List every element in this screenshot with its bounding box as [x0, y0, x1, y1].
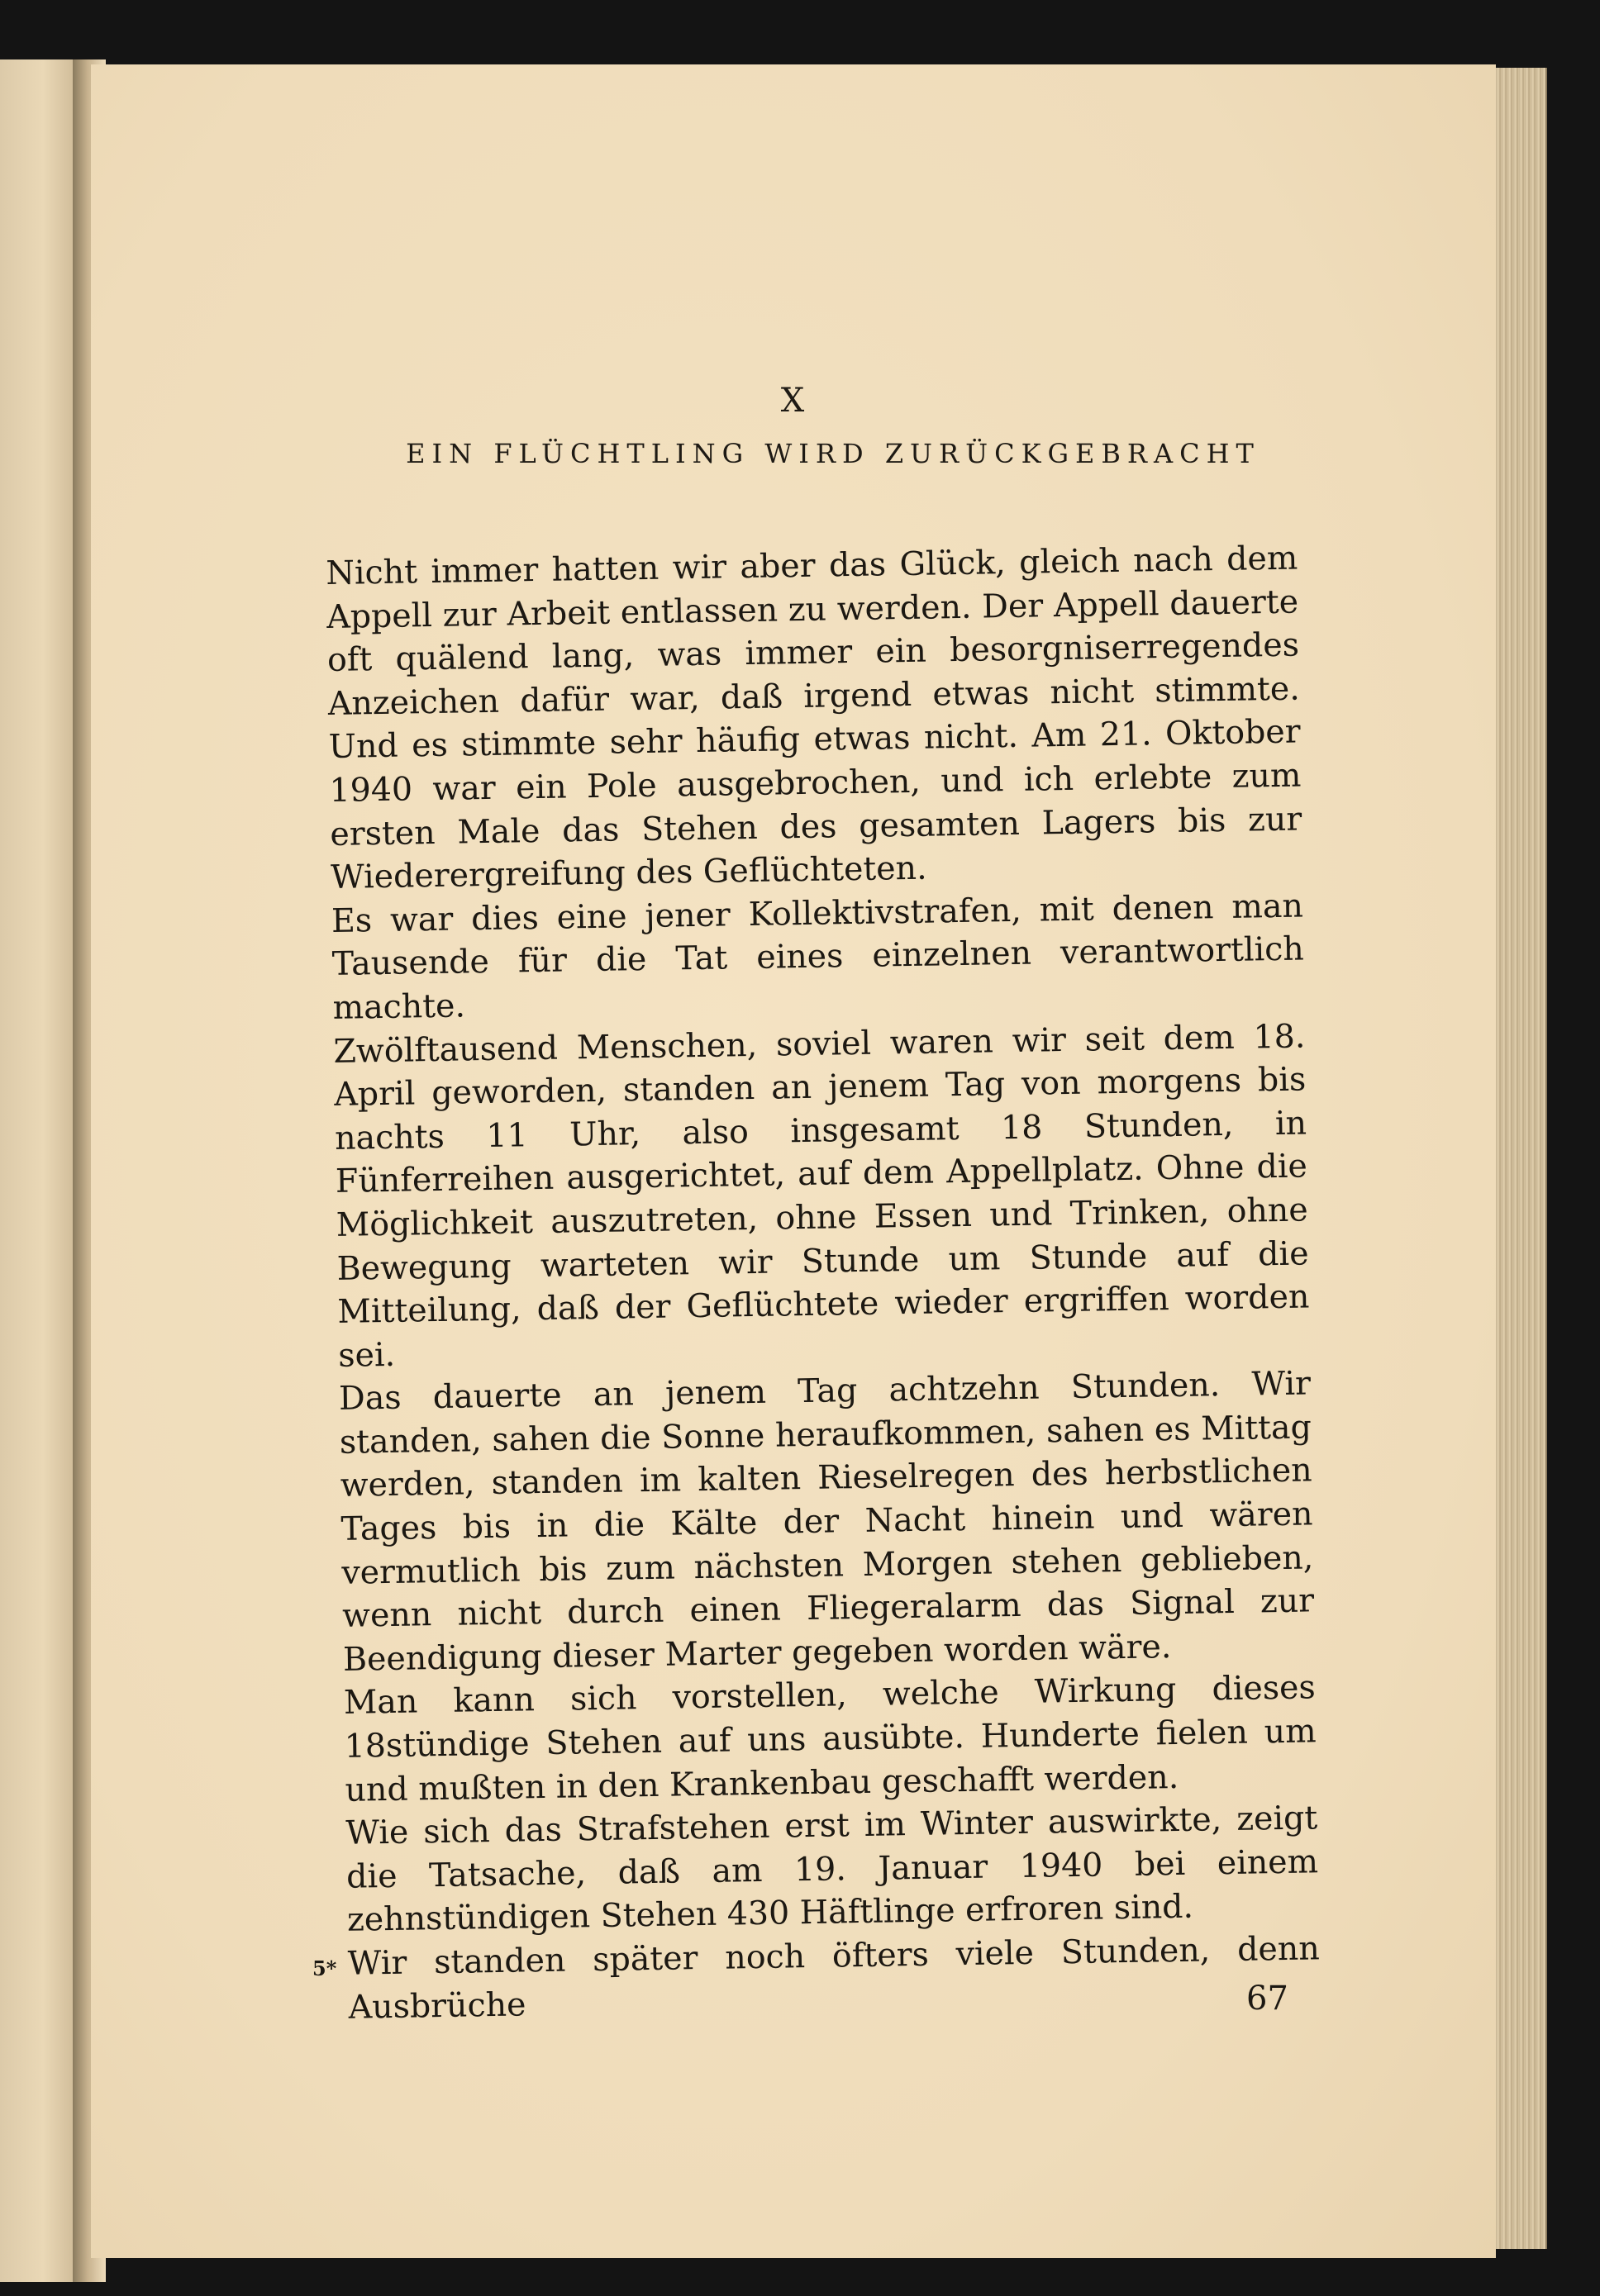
- page-stack-edges: [1496, 68, 1547, 2249]
- book-page: [91, 64, 1496, 2258]
- paragraph: Nicht immer hatten wir aber das Glück, gleich nach dem Appell zur Arbeit entlassen zu werden. Der Appell dauerte oft quälend lang, was immer ein besorgniserregendes Anzeichen dafür war, daß irgend etwas nicht stimmte. Und es stimmte sehr häufig etwas nicht. Am 21. Oktober 1940 war ein Pole ausgebrochen, und ich erlebte zum ersten Male das Stehen des gesamten Lagers bis zur Wiederergreifung des Geflüchteten.: [326, 539, 1302, 897]
- paragraph: Es war dies eine jener Kollektivstrafen, mit denen man Tausende für die Tat eines einzelnen verantwortlich machte.: [331, 887, 1305, 1027]
- paragraph: Man kann sich vorstellen, welche Wirkung dieses 18stündige Stehen auf uns ausübte. Hunderte fielen um und mußten in den Krankenbau geschafft werden.: [343, 1668, 1317, 1809]
- paragraph: Zwölftausend Menschen, soviel waren wir seit dem 18. April geworden, standen an jenem Tag von morgens bis nachts 11 Uhr, also insgesamt 18 Stunden, in Fünferreihen ausgerichtet, auf dem Appellplatz. Ohne die Möglichkeit auszutreten, ohne Essen und Trinken, ohne Bewegung warteten wir Stunde um Stunde auf die Mitteilung, daß der Geflüchtete wieder ergriffen worden sei.: [333, 1016, 1310, 1375]
- paragraph: Das dauerte an jenem Tag achtzehn Stunden. Wir standen, sahen die Sonne heraufkommen, sahen es Mittag werden, standen im kalten Rieselregen des herbstlichen Tages bis in die Kälte der Nacht hinein und wären vermutlich bis zum nächsten Morgen stehen geblieben, wenn nicht durch einen Fliegeralarm das Signal zur Beendigung dieser Marter gegeben worden wäre.: [338, 1364, 1315, 1679]
- paragraph: Wir standen später noch öfters viele Stunden, denn Ausbrüche: [347, 1929, 1321, 2027]
- facing-page-edge: [0, 59, 79, 2282]
- page-number: 67: [1246, 1980, 1288, 2018]
- body-text: [326, 537, 1321, 2029]
- paragraph: Wie sich das Strafstehen erst im Winter auswirkte, zeigt die Tatsache, daß am 19. Januar 1940 bei einem zehnstündigen Stehen 430 Häftlinge erfroren sind.: [345, 1799, 1319, 1940]
- chapter-title: EIN FLÜCHTLING WIRD ZURÜCKGEBRACHT: [406, 438, 1260, 469]
- chapter-number: X: [780, 382, 807, 420]
- printer-signature-mark: 5*: [312, 1956, 337, 1980]
